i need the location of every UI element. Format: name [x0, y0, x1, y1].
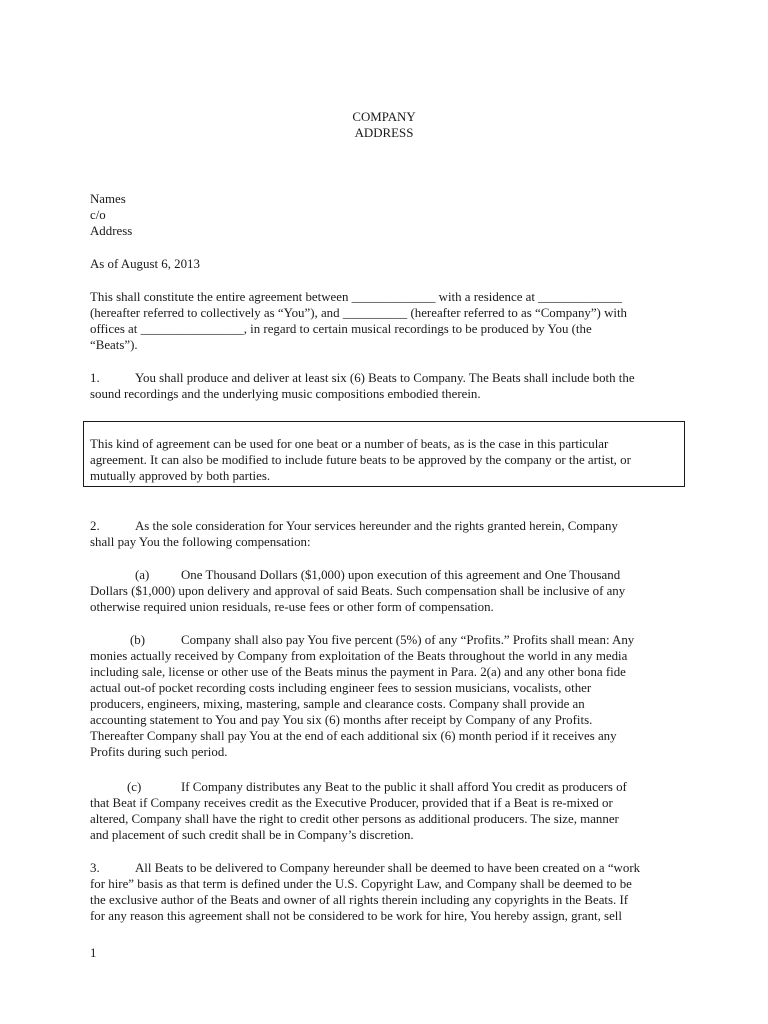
item-b-text: Company shall also pay You five percent (5%) of any “Profits.” Profits shall mean: Any — [181, 633, 635, 647]
note-line: agreement. It can also be modified to include future beats to be approved by the company or the artist, or — [90, 453, 631, 467]
note-line: mutually approved by both parties. — [90, 469, 271, 483]
item-b-text: Profits during such period. — [90, 745, 228, 759]
section-3-text: for any reason this agreement shall not be considered to be work for hire, You hereby assign, grant, sell — [90, 909, 622, 923]
section-3-text: for hire” basis as that term is defined under the U.S. Copyright Law, and Company shall be deemed to be — [90, 877, 632, 891]
section-2-text: As the sole consideration for Your services hereunder and the rights granted herein, Company — [135, 519, 618, 533]
item-b-text: monies actually received by Company from exploitation of the Beats throughout the world in any media — [90, 649, 628, 663]
item-c-text: that Beat if Company receives credit as the Executive Producer, provided that if a Beat is re-mixed or — [90, 796, 613, 810]
item-a-text: One Thousand Dollars ($1,000) upon execution of this agreement and One Thousand — [181, 568, 621, 582]
item-a-text: Dollars ($1,000) upon delivery and approval of said Beats. Such compensation shall be inclusive of any — [90, 584, 626, 598]
item-a-marker: (a) — [135, 568, 150, 582]
section-1-text: You shall produce and deliver at least six (6) Beats to Company. The Beats shall include both the — [135, 371, 635, 385]
section-3-text: the exclusive author of the Beats and owner of all rights therein including any copyrights in the Beats. If — [90, 893, 629, 907]
recipient-address: Address — [90, 224, 133, 238]
section-2-text: shall pay You the following compensation: — [90, 535, 311, 549]
note-line: This kind of agreement can be used for one beat or a number of beats, as is the case in this particular — [90, 437, 609, 451]
intro-line: (hereafter referred to collectively as “You”), and __________ (hereafter referred to as “Company”) with — [90, 306, 627, 320]
recipient-care-of: c/o — [90, 208, 106, 222]
section-3-text: All Beats to be delivered to Company hereunder shall be deemed to have been created on a “work — [135, 861, 641, 875]
item-c-text: If Company distributes any Beat to the public it shall afford You credit as producers of — [181, 780, 627, 794]
item-c-marker: (c) — [127, 780, 142, 794]
item-b-text: actual out-of pocket recording costs including engineer fees to session musicians, vocalists, other — [90, 681, 592, 695]
item-b-text: including sale, license or other use of the Beats minus the payment in Para. 2(a) and any other bona fide — [90, 665, 626, 679]
intro-line: offices at ________________, in regard to certain musical recordings to be produced by You (the — [90, 322, 592, 336]
item-b-text: producers, engineers, mixing, mastering, sample and clearance costs. Company shall provide an — [90, 697, 585, 711]
intro-line: “Beats”). — [90, 338, 138, 352]
section-2-number: 2. — [90, 519, 100, 533]
item-b-text: Thereafter Company shall pay You at the end of each additional six (6) month period if it receives any — [90, 729, 617, 743]
date-line: As of August 6, 2013 — [90, 257, 200, 271]
item-c-text: and placement of such credit shall be in Company’s discretion. — [90, 828, 414, 842]
section-3-number: 3. — [90, 861, 100, 875]
address-heading: ADDRESS — [354, 126, 414, 140]
item-b-text: accounting statement to You and pay You six (6) months after receipt by Company of any Profits. — [90, 713, 593, 727]
section-1-number: 1. — [90, 371, 100, 385]
item-b-marker: (b) — [130, 633, 146, 647]
section-1-text: sound recordings and the underlying music compositions embodied therein. — [90, 387, 481, 401]
intro-line: This shall constitute the entire agreement between _____________ with a residence at _____________ — [90, 290, 622, 304]
item-a-text: otherwise required union residuals, re-use fees or other form of compensation. — [90, 600, 494, 614]
page-number: 1 — [90, 946, 97, 960]
recipient-names: Names — [90, 192, 126, 206]
item-c-text: altered, Company shall have the right to credit other persons as additional producers. The size, manner — [90, 812, 619, 826]
company-heading: COMPANY — [352, 110, 416, 124]
